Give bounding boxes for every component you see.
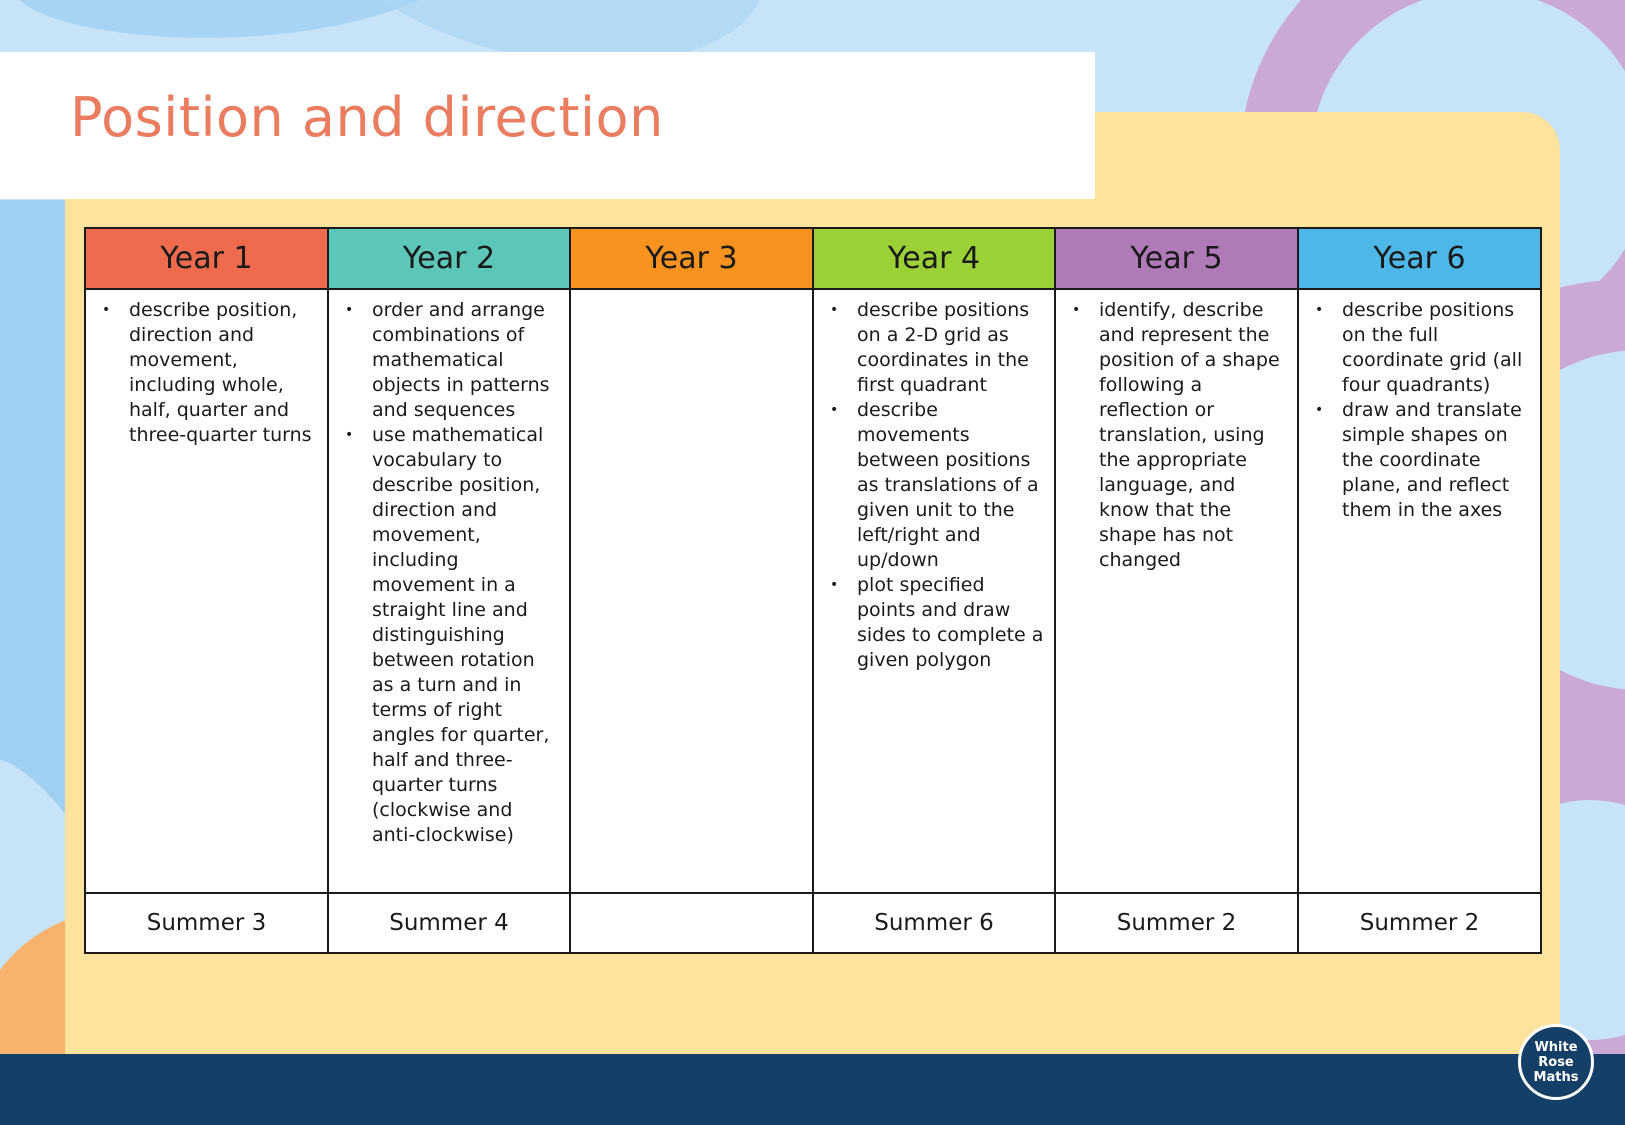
list-item: • use mathematical vocabulary to describe position, direction and movement, including movement in a straight line and distinguishing between rotation as a turn and in terms of right angles for quarter, half and three-quarter turns (clockwise and anti-clockwise)	[341, 423, 559, 848]
term-row	[85, 893, 1541, 953]
year-3-header: Year 3	[570, 228, 813, 289]
logo-text-line: Rose	[1538, 1054, 1574, 1070]
year-3-objectives	[570, 289, 813, 893]
year-5-term: Summer 2	[1055, 893, 1298, 953]
year-header-row	[85, 228, 1541, 289]
list-item: • draw and translate simple shapes on the coordinate plane, and reflect them in the axes	[1311, 398, 1530, 523]
year-2-objectives	[328, 289, 570, 893]
year-1-objectives	[85, 289, 328, 893]
year-3-term	[570, 893, 813, 953]
year-4-objectives	[813, 289, 1055, 893]
year-1-header: Year 1	[85, 228, 328, 289]
year-5-objectives	[1055, 289, 1298, 893]
year-6-term: Summer 2	[1298, 893, 1541, 953]
objective-list	[98, 298, 317, 448]
year-1-term: Summer 3	[85, 893, 328, 953]
list-item: • order and arrange combinations of mathematical objects in patterns and sequences	[341, 298, 559, 423]
objective-list	[341, 298, 559, 848]
year-4-header: Year 4	[813, 228, 1055, 289]
objective-list	[1311, 298, 1530, 523]
year-5-header: Year 5	[1055, 228, 1298, 289]
year-2-term: Summer 4	[328, 893, 570, 953]
page-title: Position and direction	[70, 86, 664, 149]
list-item: • describe movements between positions as translations of a given unit to the left/right and up/down	[826, 398, 1044, 573]
objective-list	[826, 298, 1044, 673]
year-6-objectives	[1298, 289, 1541, 893]
white-rose-maths-logo	[1518, 1024, 1594, 1100]
list-item: • describe positions on a 2-D grid as coordinates in the first quadrant	[826, 298, 1044, 398]
logo-text-line: White	[1534, 1039, 1578, 1055]
objectives-row	[85, 289, 1541, 893]
list-item: • describe positions on the full coordinate grid (all four quadrants)	[1311, 298, 1530, 398]
list-item: • identify, describe and represent the position of a shape following a reflection or translation, using the appropriate language, and know that the shape has not changed	[1068, 298, 1287, 573]
list-item: • plot specified points and draw sides to complete a given polygon	[826, 573, 1044, 673]
objective-list	[1068, 298, 1287, 573]
footer-bar	[0, 1054, 1625, 1125]
list-item: • describe position, direction and movement, including whole, half, quarter and three-quarter turns	[98, 298, 317, 448]
year-6-header: Year 6	[1298, 228, 1541, 289]
logo-text-line: Maths	[1533, 1069, 1579, 1085]
curriculum-table	[84, 227, 1542, 954]
year-4-term: Summer 6	[813, 893, 1055, 953]
year-2-header: Year 2	[328, 228, 570, 289]
